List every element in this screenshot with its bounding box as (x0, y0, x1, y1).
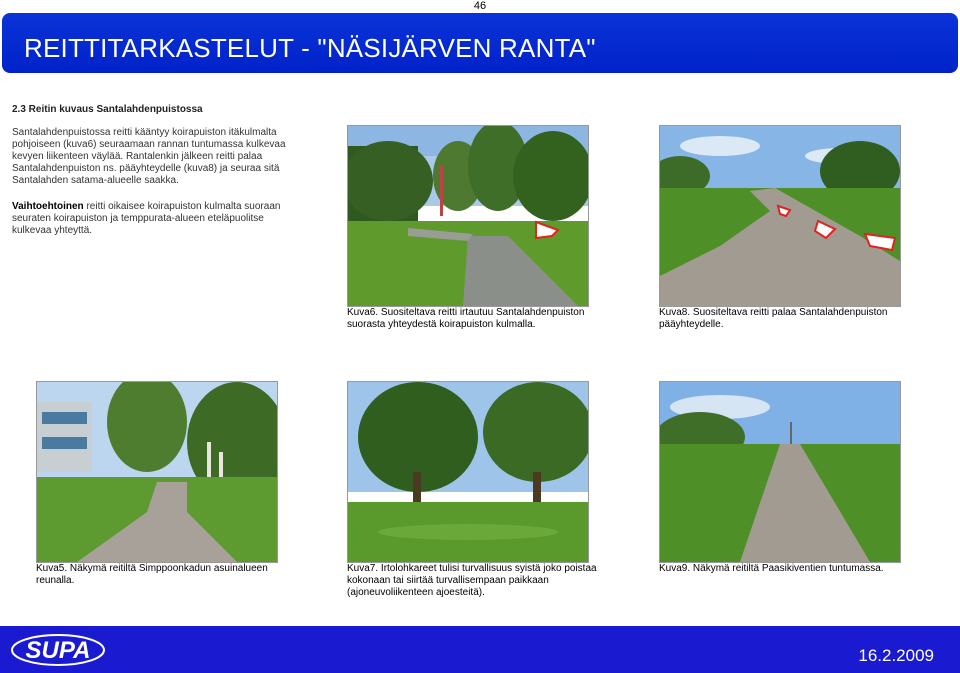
caption-kuva9: Kuva9. Näkymä reitiltä Paasikiventien tuntumassa. (659, 563, 884, 574)
footer-bar (0, 626, 960, 673)
caption-kuva8: Kuva8. Suositeltava reitti palaa Santalahdenpuiston pääyhteydelle. (659, 307, 888, 330)
caption-kuva5: Kuva5. Näkymä reitiltä Simppoonkadun asuinalueen reunalla. (36, 563, 268, 586)
photo-kuva6 (347, 125, 589, 307)
caption-kuva7: Kuva7. Irtolohkareet tulisi turvallisuus syistä joko poistaa kokonaan tai siirtää turvallisempaan paikkaan (ajoneuvoliikenteen ajoesteitä). (347, 563, 597, 598)
alternative-text: reitti oikaisee koirapuiston kulmalta suoraan seuraten koirapuiston ja temppurata-alueen eteläpuolitse kulkevaa yhteyttä. (12, 201, 281, 236)
photo-kuva7 (347, 381, 589, 563)
section-heading: 2.3 Reitin kuvaus Santalahdenpuistossa (12, 104, 203, 115)
photo-kuva9 (659, 381, 901, 563)
logo-text: SUPA (25, 637, 91, 664)
alternative-label: Vaihtoehtoinen (12, 201, 84, 212)
photo-kuva8 (659, 125, 901, 307)
page-title: REITTITARKASTELUT - "NÄSIJÄRVEN RANTA" (24, 33, 596, 63)
alternative-paragraph (12, 201, 302, 237)
footer-date: 16.2.2009 (858, 646, 934, 665)
photo-kuva5 (36, 381, 278, 563)
caption-kuva6: Kuva6. Suositeltava reitti irtautuu Santalahdenpuiston suorasta yhteydestä koirapuiston kulmalla. (347, 307, 585, 330)
title-banner (2, 13, 958, 73)
supa-logo (10, 632, 106, 668)
description-paragraph: Santalahdenpuistossa reitti kääntyy koirapuiston itäkulmalta pohjoiseen (kuva6) seuraamaan rannan tuntumassa kulkevaa kevyen liikenteen väylää. Rantalenkin jälkeen reitti palaa Santalahdenpuiston ns. pääyhteydelle (kuva8) ja seuraa sitä Santalahden satama-alueelle saakka. (12, 127, 286, 186)
page-number: 46 (473, 0, 487, 12)
